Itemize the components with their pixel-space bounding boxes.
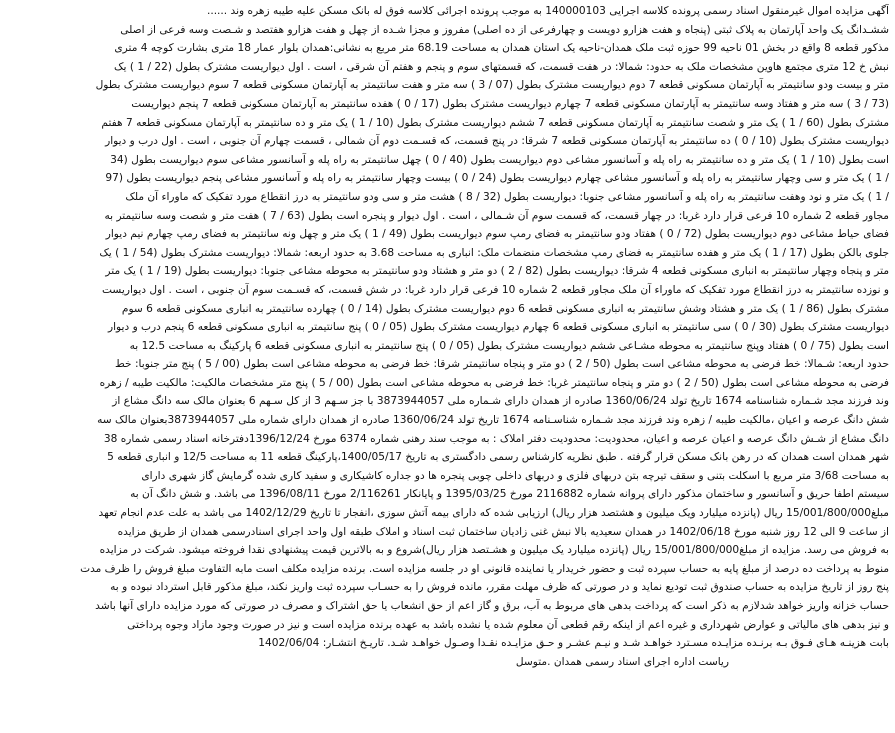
notice-text-line: مشترک بطول (60 / 1 ) یک متر و شصت سانتیمتر به آپارتمان مسکونی قطعه 7 ششم دیواریست مشترک بطول (10 / 1 ) یک متر و ده سانتیمتر به آپارتمان مسکونی قطعه 7 هفتم — [101, 116, 889, 129]
notice-text-line: سیستم اطفا حریق و آسانسور و ساختمان مذکور دارای پروانه شماره 2116882 مورخ 1395/03/25 و پایانکار 2/116261 مورخ 1396/08/11 می باشد. و شش دانگ آن به — [130, 488, 889, 501]
notice-text-line: است بطول (10 / 1 ) یک متر و ده سانتیمتر به راه پله و آسانسور مشاعی دوم دیواریست بطول (40 / 0 ) چهل سانتیمتر به راه پله و آسانسور مشاعی سوم دیواریست بطول (34 — [110, 153, 889, 166]
notice-text-line: منوط به پرداخت ده درصد از مبلغ پایه به حساب سپرده ثبت و حضور خریدار یا نماینده قانونی او در جلسه مزایده است. برنده مزایده مکلف است مابه التفاوت مبلغ فروش را ظرف مدت — [80, 562, 889, 575]
notice-text-line: دیواریست مشترک بطول (10 / 0 ) ده سانتیمتر به آپارتمان مسکونی قطعه 7 شرقا: در پنج قسمت، که قسـمت دوم آن شمالی ، قسمت چهارم آن جنوبی ، است . اول درب و دیوار — [105, 135, 889, 148]
notice-text-line: وند فرزند مجد شـماره شناسنامه 1674 تاریخ تولد 1360/06/24 صادره از همدان دارای شـماره ملی 3873944057 با جز سـهم 3 از کل سـهم 6 بعنوان مالک سه دانگ مشاع از — [112, 395, 889, 408]
notice-text-line: و نوزده سانتیمتر به درز انقطاع مورد تفکیک که ماوراء آن ملک مجاور قطعه 2 شماره 10 فرعی قرار دارد غربا: در شش قسمت، که قسـمت سوم آن جنوبی ، است . اول دیواریست — [102, 283, 889, 296]
notice-text-line: و نیز بدهی های مالیاتی و عوارض شهرداری و غیره اعم از اینکه رقم قطعی آن معلوم شده یا نشده باشد به عهده برنده مزایده است و نیز در صورت وجود مازاد وجوه پرداختی — [127, 618, 889, 631]
notice-text-line: آگهی مزایده اموال غیرمنقول اسناد رسمی پرونده کلاسه اجرایی 140000103 به موجب پرونده اجرائی کلاسه فوق له بانک مسکن علیه طیبه زهره وند ...... — [206, 5, 889, 17]
notice-text-line: مشترک بطول (86 / 1 ) یک متر و هشتاد وشش سانتیمتر به انباری مسکونی قطعه 6 دوم دیواریست مشترک بطول (14 / 0 ) چهارده سانتیمتر به انباری مسکونی قطعه 6 سوم — [121, 302, 889, 315]
notice-text-line: مجاور قطعه 2 شماره 10 فرعی قرار دارد غربا: در چهار قسمت، که قسمت سوم آن شـمالی ، است . اول دیوار و پنجره است بطول (63 / 7 ) هفت متر و شصت وسه سانتیمتر به — [104, 209, 889, 222]
notice-text-line: به مساحت 3/68 متر مربع با اسکلت بتنی و سقف تیرچه بتن دربهای فلزی و دربهای داخلی چوبی پنجره ها دو جداره کاشیکاری و سفید کاری شده گرمایش گاز شهری دارای — [141, 469, 889, 482]
auction-notice — [6, 2, 889, 729]
notice-text-line: فرضی به محوطه مشاعی است بطول (50 / 2 ) دو متر و پنجاه سانتیمتر غربا: خط فرضی به محوطه مشاعی است بطول (00 / 5 ) پنج متر مشخصات مالکیت: مالکیت طیبه / زهره — [99, 376, 889, 389]
notice-text-line: بابت هزینـه هـای فـوق بـه برنـده مزایـده مسـترد خواهـد شـد و نیـم عشـر و حـق مزایـده نقـدا وصـول خواهـد شـد. تاریـخ انتشـار: 1402/06/04 — [258, 637, 889, 650]
notice-text-line: فضای حیاط مشاعی دوم دیواریست بطول (72 / 0 ) هفتاد ودو سانتیمتر به فضای رمپ سوم دیواریست بطول (49 / 1 ) یک متر و چهل ونه سانتیمتر به فضای رمپ چهارم نیم دیوار — [105, 228, 889, 241]
notice-signature: ریاست اداره اجرای اسناد رسمی همدان .متوسل — [515, 655, 729, 668]
notice-text-line: (73 / 3 ) سه متر و هفتاد وسه سانتیمتر به آپارتمان مسکونی قطعه 7 چهارم دیواریست مشترک بطول (17 / 0 ) هفده سانتیمتر به آپارتمان مسکونی قطعه 7 پنجم دیواریست — [131, 97, 889, 110]
notice-text-line: دانگ مشاع از شـش دانگ عرصه و اعیان عرصه و اعیان، محدودیت: محدودیت دفتر املاک : به موجب سند رهنی شماره 6374 مورخ 1396/12/24دفترخانه اسناد رسمی شماره 38 — [103, 432, 889, 445]
notice-text-line: مذکور قطعه 8 واقع در بخش 01 ناحیه 99 حوزه ثبت ملک همدان-ناحیه یک استان همدان به مساحت 68.19 متر مربع به نشانی:همدان بلوار عمار 18 متری بشارت کوچه 4 متری — [114, 42, 889, 55]
notice-text-line: به فروش می رسد. مزایده از مبلغ15/001/800/000 ریال (پانزده میلیارد یک میلیون و هشـتصد هزار ریال)شروع و به بالاترین قیمت پیشنهادی نقدا فروخته میشود. شرکت در مزایده — [99, 544, 889, 557]
notice-text-line: دیواریست مشترک بطول (30 / 0 ) سی سانتیمتر به انباری مسکونی قطعه 6 چهارم دیواریست مشترک بطول (05 / 0 ) پنج سانتیمتر به انباری مسکونی قطعه 6 پنجم درب و دیوار — [108, 321, 889, 334]
notice-text-line: شش دانگ عرصه و اعیان ،مالکیت طیبه / زهره وند فرزند مجد شـماره شناسـنامه 1674 تاریخ تولد 1360/06/24 صادره از همدان دارای شماره ملی 3873944057بعنوان مالک سه — [97, 414, 889, 427]
notice-text-line: حدود اربعه: شـمالا: خط فرضی به محوطه مشاعی است بطول (50 / 2 ) دو متر و پنجاه سانتیمتر شرقا: خط فرضی به محوطه مشاعی است بطول (00 / 5 ) پنج متر جنوبا: خط — [114, 358, 889, 371]
notice-text-line: نبش خ 12 متری مجتمع هاوین مشخصات ملک به حدود: شمالا: در هفت قسمت، که قسمتهای سوم و پنجم و هفتم آن شرقی ، است . اول دیواریست مشترک بطول (22 / 1 ) یک — [114, 60, 889, 73]
notice-text-line: پنج روز از تاریخ مزایده به حساب صندوق ثبت تودیع نماید و در صورتی که ظرف مهلت مقرر، مانده فروش را به حسـاب سپرده ثبت واریز نکند، مبلغ مذکور قابل استرداد نبوده و به — [110, 581, 889, 594]
notice-text-line: از ساعت 9 الی 12 روز شنبه مورخ 1402/06/18 در همدان سعیدیه بالا نبش غنی زادیان ساختمان ثبت اسناد و املاک طبقه اول واحد اجرای اسنادرسمی همدان از طریق مزایده — [117, 525, 889, 538]
notice-text-line: است بطول (75 / 0 ) هفتاد وپنج سانتیمتر به محوطه مشـاعی ششم دیواریست مشترک بطول (05 / 0 ) پنج سانتیمتر به انباری مسکونی قطعه 6 پارکینگ به مساحت 12.5 به — [129, 339, 889, 352]
notice-text-line: جلوی بالکن بطول (17 / 1 ) یک متر و هفده سانتیمتر به فضای رمپ مشخصات منضمات ملک: انباری به مساحت 3.68 به حدود اربعه: شمالا: دیواریست مشترک بطول (54 / 1 ) یک — [99, 246, 889, 259]
notice-text-line: ششـدانگ یک واحد آپارتمان به پلاک ثبتی (پنجاه و هفت هزارو دویست و چهارفرعی از ده اصلی) مفروز و مجزا شـده از چهل و هفت هزارو هفتصد و شـصت وسه فرعی از اصلی — [120, 23, 889, 36]
notice-text-line: / 1 ) یک متر و نود وهفت سانتیمتر به راه پله و آسانسور مشاعی جنوبا: دیواریست بطول (32 / 8 ) هشت متر و سی ودو سانتیمتر به درز انقطاع مورد تفکیک که ماوراء آن ملک — [125, 190, 889, 203]
notice-text-line: شهر همدان است همدان که در رهن بانک مسکن قرار گرفته . طبق نظریه کارشناس رسمی دادگستری به تاریخ 1400/05/17،پارکینگ قطعه 11 به مساحت 12/5 و انباری قطعه 5 — [107, 451, 889, 464]
notice-text-line: متر و پنجاه وچهار سانتیمتر به انباری مسکونی قطعه 4 شرقا: دیواریست بطول (82 / 2 ) دو متر و هشتاد ودو سانتیمتر به محوطه مشاعی جنوبا: دیواریست بطول (19 / 1 ) یک متر — [105, 265, 889, 278]
notice-text-line: مبلغ15/001/800/000 ریال (پانزده میلیارد ویک میلیون و هشتصد هزار ریال) ارزیابی شده که دارای بیمه آتش سوزی ،انفجار تا تاریخ 1402/12/29 می باشد به علت عدم انجام تعهد — [98, 507, 889, 520]
notice-text-line: حساب خزانه واریز خواهد شدلازم به ذکر است که پرداخت بدهی های مربوط به آب، برق و گاز اعم از حق انشعاب یا حق اشتراک و مصرف در صورتی که مورد مزایده دارای آنها باشد — [95, 600, 889, 612]
notice-text-line: متر و بیست ودو سانتیمتر به آپارتمان مسکونی قطعه 7 دوم دیواریست مشترک بطول (07 / 3 ) سه متر و هفت سانتیمتر به آپارتمان مسکونی قطعه 7 سوم دیواریست مشترک بطول — [95, 79, 889, 92]
notice-text-line: / 1 ) یک متر و سی وچهار سانتیمتر به راه پله و آسانسور مشاعی چهارم دیواریست بطول (24 / 0 ) بیست وچهار سانتیمتر به راه پله و آسانسور مشاعی پنجم دیواریست بطول (97 — [105, 172, 889, 185]
